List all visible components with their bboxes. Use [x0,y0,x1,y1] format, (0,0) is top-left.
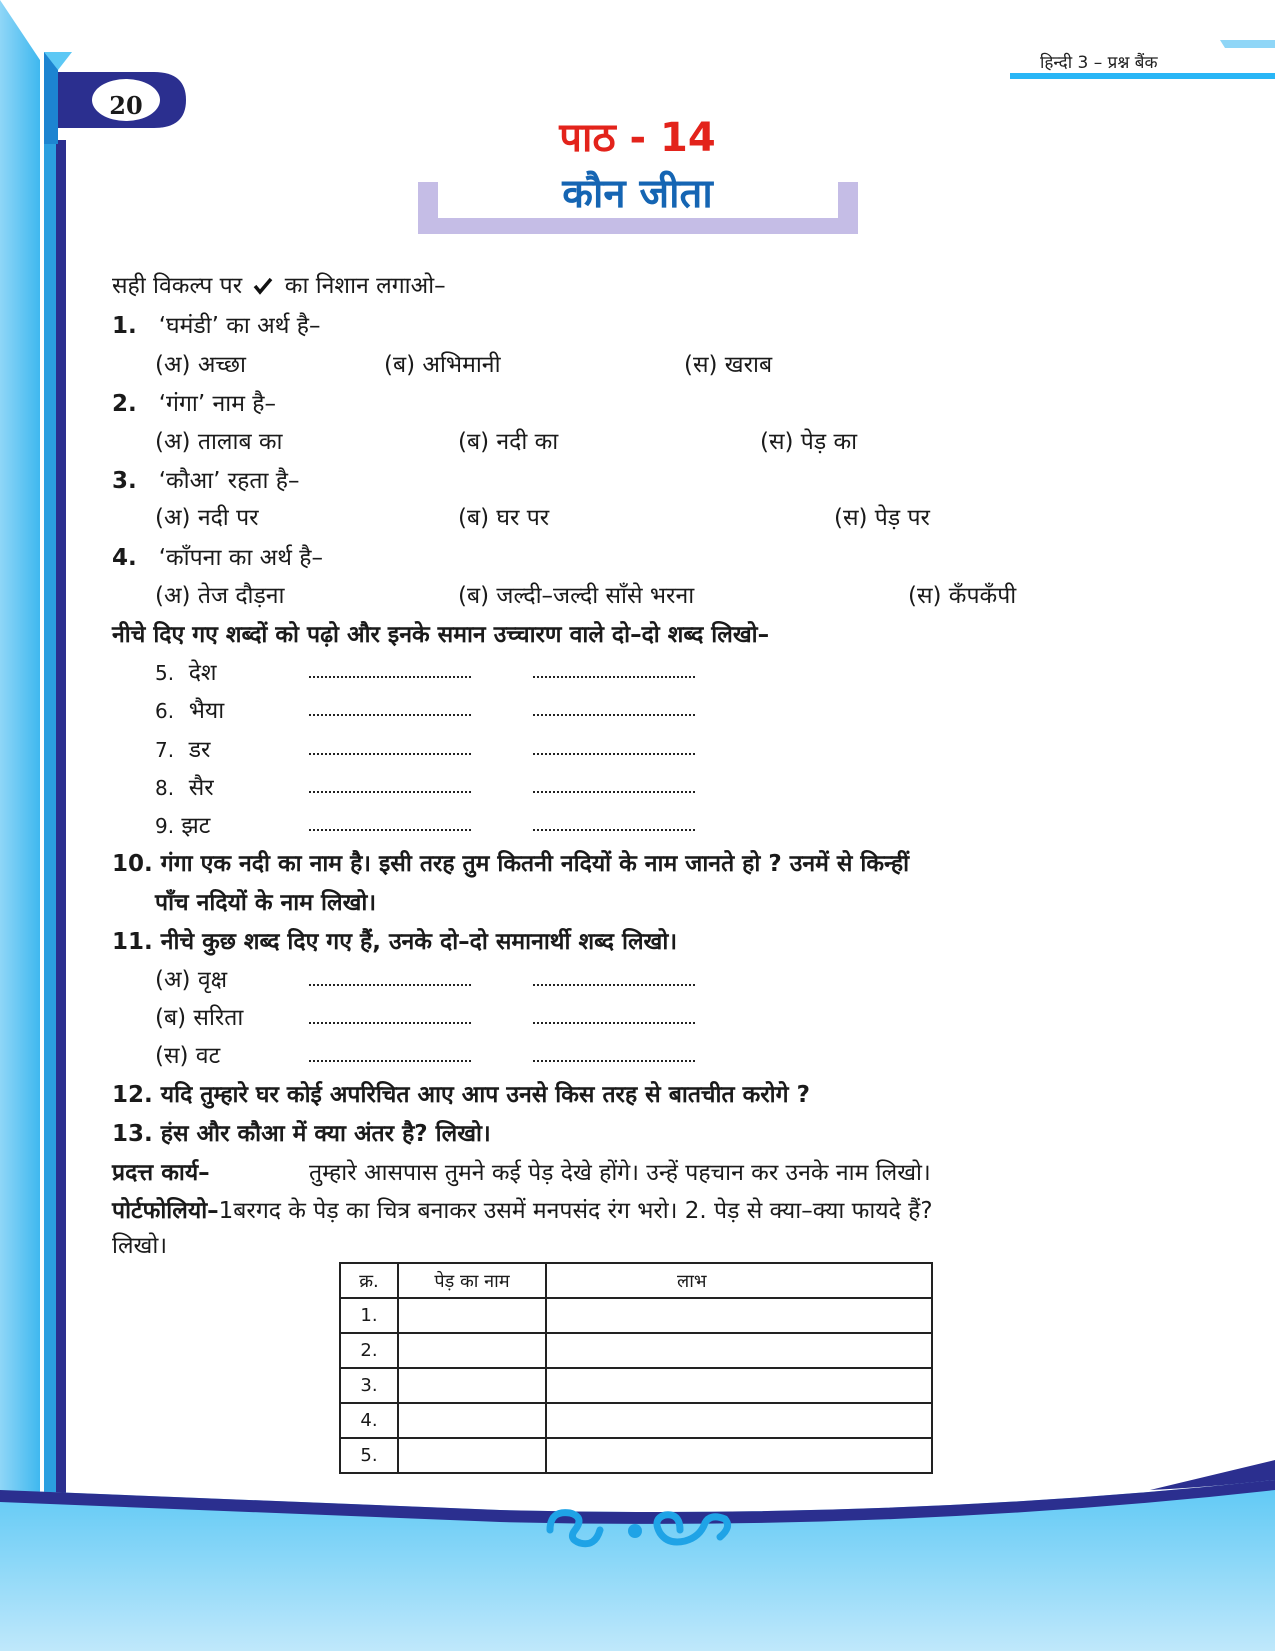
benefit-cell[interactable] [546,1298,932,1333]
question-text: यदि तुम्हारे घर कोई अपरिचित आए आप उनसे किस तरह से बातचीत करोगे ? [160,1082,810,1108]
question-13 [112,1116,491,1148]
synonym-item-a: (अ) वृक्ष [155,967,228,993]
answer-line[interactable] [309,980,471,986]
mcq-question-1 [112,308,320,340]
item-word: भैया [188,698,225,724]
question-10 [112,846,909,878]
rhyme-item-5 [155,655,217,687]
answer-line[interactable] [309,1056,471,1062]
answer-line[interactable] [309,749,471,755]
header-benefit: लाभ [546,1263,932,1298]
row-serial: 4. [340,1403,398,1438]
mcq-question-3 [112,463,299,495]
mcq-4-option-a[interactable]: (अ) तेज दौड़ना [155,583,285,609]
question-text: हंस और कौआ में क्या अंतर है? लिखो। [160,1121,491,1147]
table-row [340,1368,932,1403]
answer-line[interactable] [533,1018,695,1024]
portfolio-label: पोर्टफोलियो– [112,1198,219,1224]
assignment-text: तुम्हारे आसपास तुमने कई पेड़ देखे होंगे। उन्हें पहचान कर उनके नाम लिखो। [309,1160,931,1186]
question-number: 2. [112,391,137,417]
mcq-question-4 [112,540,323,572]
left-border-band [0,0,70,1651]
page-number: 20 [109,91,143,120]
answer-line[interactable] [533,825,695,831]
portfolio-text: 1बरगद के पेड़ का चित्र बनाकर उसमें मनपसंद रंग भरो। 2. पेड़ से क्या–क्या फायदे हैं? [218,1198,933,1224]
mcq-2-option-b[interactable]: (ब) नदी का [458,429,559,455]
question-text: गंगा एक नदी का नाम है। इसी तरह तुम कितनी नदियों के नाम जानते हो ? उनमें से किन्हीं [160,851,910,877]
book-title: हिन्दी 3 – प्रश्न बैंक [1040,53,1158,73]
table-row [340,1333,932,1368]
tree-benefits-table [339,1262,933,1474]
question-text: ‘गंगा’ नाम है– [158,391,276,417]
instruction-tick [112,268,446,300]
answer-line[interactable] [533,787,695,793]
rhyme-item-6 [155,693,224,725]
instruction-rhyme: नीचे दिए गए शब्दों को पढ़ो और इनके समान उच्चारण वाले दो–दो शब्द लिखो– [112,622,770,648]
answer-line[interactable] [533,980,695,986]
rhyme-item-7 [155,732,210,764]
synonym-item-b: (ब) सरिता [155,1005,244,1031]
mcq-3-option-b[interactable]: (ब) घर पर [458,505,550,531]
publisher-logo [540,1505,740,1555]
mcq-1-option-c[interactable]: (स) खराब [684,352,773,378]
assignment-label: प्रदत्त कार्य– [112,1160,210,1186]
item-number: 7. [155,738,175,762]
mcq-4-option-b[interactable]: (ब) जल्दी–जल्दी साँसे भरना [458,583,695,609]
question-text: ‘काँपना का अर्थ है– [158,545,323,571]
answer-line[interactable] [533,710,695,716]
item-number: 5. [155,661,175,685]
row-serial: 3. [340,1368,398,1403]
lesson-title: कौन जीता [562,171,713,217]
mcq-2-option-c[interactable]: (स) पेड़ का [760,429,858,455]
item-word: देश [188,660,217,686]
question-number: 13. [112,1121,153,1147]
instruction-tick-after: का निशान लगाओ– [284,273,446,299]
mcq-3-option-a[interactable]: (अ) नदी पर [155,505,259,531]
row-serial: 2. [340,1333,398,1368]
portfolio-text-continued: लिखो। [112,1233,168,1259]
item-word: सैर [188,775,214,801]
benefit-cell[interactable] [546,1368,932,1403]
question-number: 10. [112,851,153,877]
mcq-question-2 [112,386,276,418]
table-row [340,1403,932,1438]
rhyme-item-9 [155,808,210,840]
question-number: 12. [112,1082,153,1108]
benefit-cell[interactable] [546,1403,932,1438]
question-number: 4. [112,545,137,571]
question-text: ‘घमंडी’ का अर्थ है– [158,313,321,339]
question-text: ‘कौआ’ रहता है– [158,468,300,494]
table-row [340,1298,932,1333]
item-number: 6. [155,699,175,723]
question-number: 3. [112,468,137,494]
question-number: 1. [112,313,137,339]
answer-line[interactable] [309,1018,471,1024]
header-tree-name: पेड़ का नाम [398,1263,546,1298]
mcq-3-option-c[interactable]: (स) पेड़ पर [834,505,930,531]
synonym-item-c: (स) वट [155,1043,221,1069]
rhyme-item-8 [155,770,214,802]
mcq-2-option-a[interactable]: (अ) तालाब का [155,429,283,455]
answer-line[interactable] [309,710,471,716]
tree-name-cell[interactable] [398,1298,546,1333]
answer-line[interactable] [533,672,695,678]
mcq-1-option-b[interactable]: (ब) अभिमानी [384,352,501,378]
item-word: झट [181,813,211,839]
answer-line[interactable] [309,825,471,831]
mcq-1-option-a[interactable]: (अ) अच्छा [155,352,246,378]
header-serial: क्र. [340,1263,398,1298]
tree-name-cell[interactable] [398,1333,546,1368]
question-12 [112,1077,810,1109]
question-number: 11. [112,929,153,955]
answer-line[interactable] [533,1056,695,1062]
table-header-row [340,1263,932,1298]
item-number: 9. [155,814,175,838]
benefit-cell[interactable] [546,1333,932,1368]
check-mark-icon [253,277,273,295]
mcq-4-option-c[interactable]: (स) कँपकँपी [908,583,1017,609]
answer-line[interactable] [309,672,471,678]
instruction-tick-before: सही विकल्प पर [112,273,243,299]
tree-name-cell[interactable] [398,1368,546,1403]
question-11 [112,924,677,956]
question-text: नीचे कुछ शब्द दिए गए हैं, उनके दो–दो समानार्थी शब्द लिखो। [160,929,678,955]
row-serial: 5. [340,1438,398,1473]
tree-name-cell[interactable] [398,1403,546,1438]
answer-line[interactable] [533,749,695,755]
answer-line[interactable] [309,787,471,793]
item-word: डर [188,737,211,763]
lesson-number: पाठ - 14 [559,115,716,161]
portfolio [112,1193,933,1225]
question-10-continued: पाँच नदियों के नाम लिखो। [155,890,377,916]
bottom-wave-decoration [0,1460,1275,1651]
item-number: 8. [155,776,175,800]
row-serial: 1. [340,1298,398,1333]
